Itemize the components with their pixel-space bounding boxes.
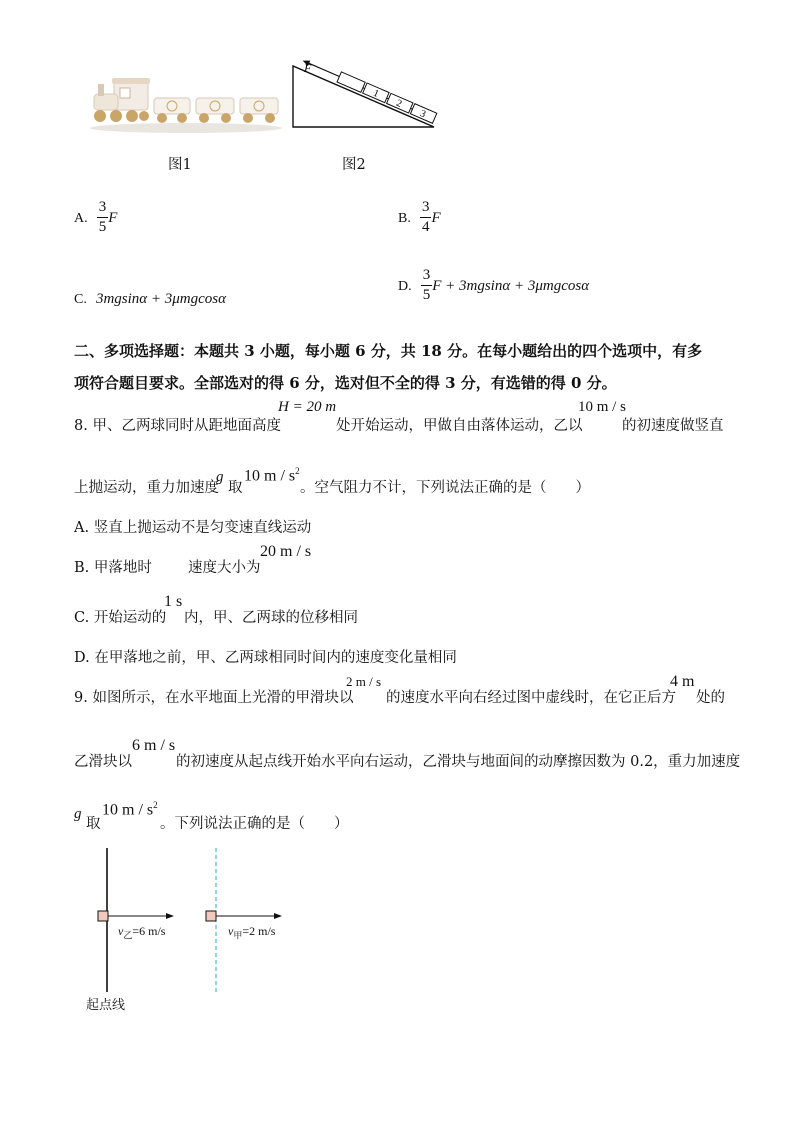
figure1-train-image bbox=[86, 74, 286, 136]
q8-text-2: 处开始运动，甲做自由落体运动，乙以 bbox=[336, 418, 583, 434]
q8-text-3: 的初速度做竖直 bbox=[622, 418, 724, 434]
q8-text-4: 上抛运动，重力加速度 bbox=[74, 480, 219, 496]
q8-option-a[interactable]: A. 竖直上抛运动不是匀变速直线运动 bbox=[74, 520, 312, 536]
q9-text-3: 处的 bbox=[696, 690, 725, 706]
q9-text-4: 乙滑块以 bbox=[74, 754, 132, 770]
q8-height: H = 20 m bbox=[278, 399, 337, 415]
q9-text-6: 取 bbox=[86, 816, 101, 832]
q8-option-b-speed: 20 m / s bbox=[260, 543, 312, 560]
option-c[interactable]: C. 3mgsinα + 3μmgcosα bbox=[74, 291, 227, 307]
q8-option-c-time: 1 s bbox=[164, 593, 183, 610]
q8-text-5: 取 bbox=[228, 480, 243, 496]
q8-gval: 10 m / $s^2$ bbox=[244, 466, 300, 485]
section2-heading-line1: 二、多项选择题：本题共 3 小题，每小题 6 分，共 18 分。在每小题给出的四个选项中，有多 bbox=[74, 342, 703, 360]
force-label: F bbox=[304, 61, 312, 75]
q8-text-6: 。空气阻力不计，下列说法正确的是（ ） bbox=[300, 480, 590, 496]
q8-v0: 10 m / s bbox=[578, 399, 626, 415]
q8-text-1: 8. 甲、乙两球同时从距地面高度 bbox=[74, 418, 281, 434]
fraction: $\frac{3}{5}$ bbox=[422, 267, 431, 303]
q8-option-c-text-2: 内，甲、乙两球的位移相同 bbox=[184, 610, 358, 626]
q9-g: g bbox=[74, 806, 82, 822]
q8-g: g bbox=[216, 469, 224, 485]
q9-text-7: 。下列说法正确的是（ ） bbox=[160, 816, 349, 832]
q9-text-5: 的初速度从起点线开始水平向右运动，乙滑块与地面间的动摩擦因数为 0.2，重力加速度 bbox=[176, 754, 741, 770]
velocity-label-jia: $v_甲=2$ m/s bbox=[228, 924, 276, 941]
q9-v2: 6 m / s bbox=[132, 737, 176, 754]
q9-v1: 2 m / s bbox=[346, 674, 382, 689]
q9-distance: 4 m bbox=[670, 673, 695, 690]
q9-text-2: 的速度水平向右经过图中虚线时，在它正后方 bbox=[386, 690, 676, 706]
q8-option-b-text-1[interactable]: B. 甲落地时 bbox=[74, 560, 152, 576]
slider-yi bbox=[98, 911, 108, 921]
figure3-sliders-diagram bbox=[80, 846, 310, 996]
slider-jia bbox=[206, 911, 216, 921]
box-label-1: 1 bbox=[371, 87, 381, 100]
arrow-jia bbox=[274, 913, 282, 919]
q9-text-1: 9. 如图所示，在水平地面上光滑的甲滑块以 bbox=[74, 690, 354, 706]
option-a[interactable]: A. $\frac{3}{5}$ F bbox=[74, 199, 118, 235]
option-d[interactable]: D. $\frac{3}{5}$ F + 3mgsinα + 3μmgcosα bbox=[398, 267, 590, 303]
figure1-caption: 图1 bbox=[168, 157, 192, 173]
velocity-label-yi: $v_乙=6$ m/s bbox=[118, 924, 166, 941]
option-b[interactable]: B. $\frac{3}{4}$ F bbox=[398, 199, 441, 235]
figure2-caption: 图2 bbox=[342, 157, 366, 173]
arrow-yi bbox=[166, 913, 174, 919]
box-label-3: 3 bbox=[418, 108, 428, 121]
fraction: $\frac{3}{4}$ bbox=[421, 199, 430, 235]
q9-gval: 10 m / $s^2$ bbox=[102, 800, 158, 819]
q8-option-d[interactable]: D. 在甲落地之前，甲、乙两球相同时间内的速度变化量相同 bbox=[74, 650, 457, 666]
q8-option-b-text-2: 速度大小为 bbox=[188, 560, 261, 576]
start-line-label: 起点线 bbox=[86, 998, 126, 1013]
q8-option-c-text-1[interactable]: C. 开始运动的 bbox=[74, 610, 167, 626]
figure2-incline-diagram bbox=[290, 60, 440, 132]
box-label-2: 2 bbox=[394, 97, 404, 110]
fraction: $\frac{3}{5}$ bbox=[98, 199, 107, 235]
section2-heading-line2: 项符合题目要求。全部选对的得 6 分，选对但不全的得 3 分，有选错的得 0 分。 bbox=[74, 374, 617, 392]
